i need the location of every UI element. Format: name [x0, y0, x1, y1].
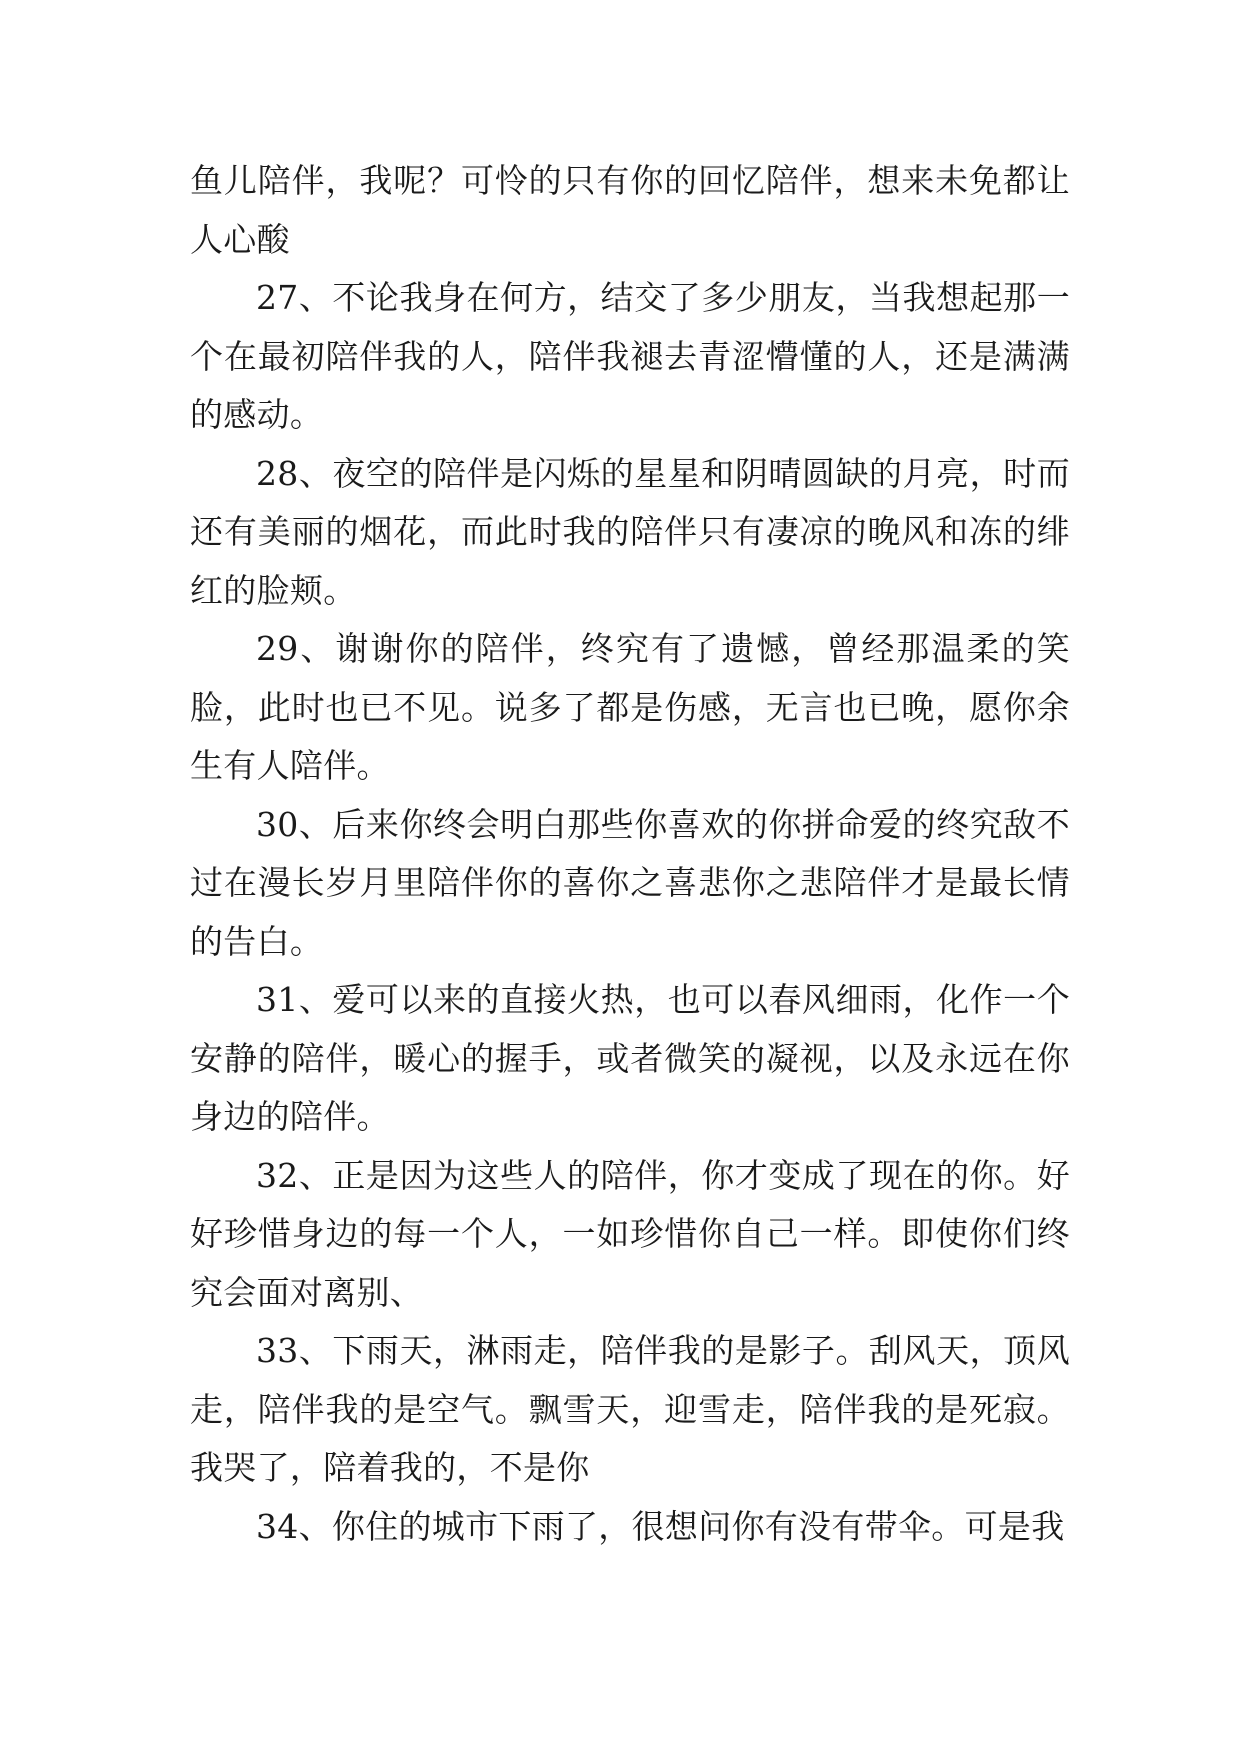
paragraph-item-32: 32、正是因为这些人的陪伴，你才变成了现在的你。好好珍惜身边的每一个人，一如珍惜你自己一样。即使你们终究会面对离别、 [190, 1155, 1070, 1312]
paragraph-item-30: 30、后来你终会明白那些你喜欢的你拼命爱的终究敌不过在漫长岁月里陪伴你的喜你之喜悲你之悲陪伴才是最长情的告白。 [190, 804, 1070, 961]
paragraph-item-31: 31、爱可以来的直接火热，也可以春风细雨，化作一个安静的陪伴，暖心的握手，或者微笑的凝视，以及永远在你身边的陪伴。 [190, 980, 1070, 1136]
paragraph-item-28: 28、夜空的陪伴是闪烁的星星和阴晴圆缺的月亮，时而还有美丽的烟花，而此时我的陪伴只有凄凉的晚风和冻的绯红的脸颊。 [190, 453, 1070, 610]
paragraph-item-29: 29、谢谢你的陪伴，终究有了遗憾，曾经那温柔的笑脸，此时也已不见。说多了都是伤感，无言也已晚，愿你余生有人陪伴。 [190, 629, 1070, 785]
paragraph-continuation: 鱼儿陪伴，我呢？可怜的只有你的回忆陪伴，想来未免都让人心酸 [190, 161, 1070, 259]
paragraph-item-33: 33、下雨天，淋雨走，陪伴我的是影子。刮风天，顶风走，陪伴我的是空气。飘雪天，迎雪走，陪伴我的是死寂。我哭了，陪着我的，不是你 [190, 1331, 1070, 1487]
paragraph-item-34: 34、你住的城市下雨了，很想问你有没有带伞。可是我 [256, 1506, 1065, 1546]
paragraph-item-27: 27、不论我身在何方，结交了多少朋友，当我想起那一个在最初陪伴我的人，陪伴我褪去青涩懵懂的人，还是满满的感动。 [190, 278, 1070, 434]
document-body [190, 152, 1070, 1556]
